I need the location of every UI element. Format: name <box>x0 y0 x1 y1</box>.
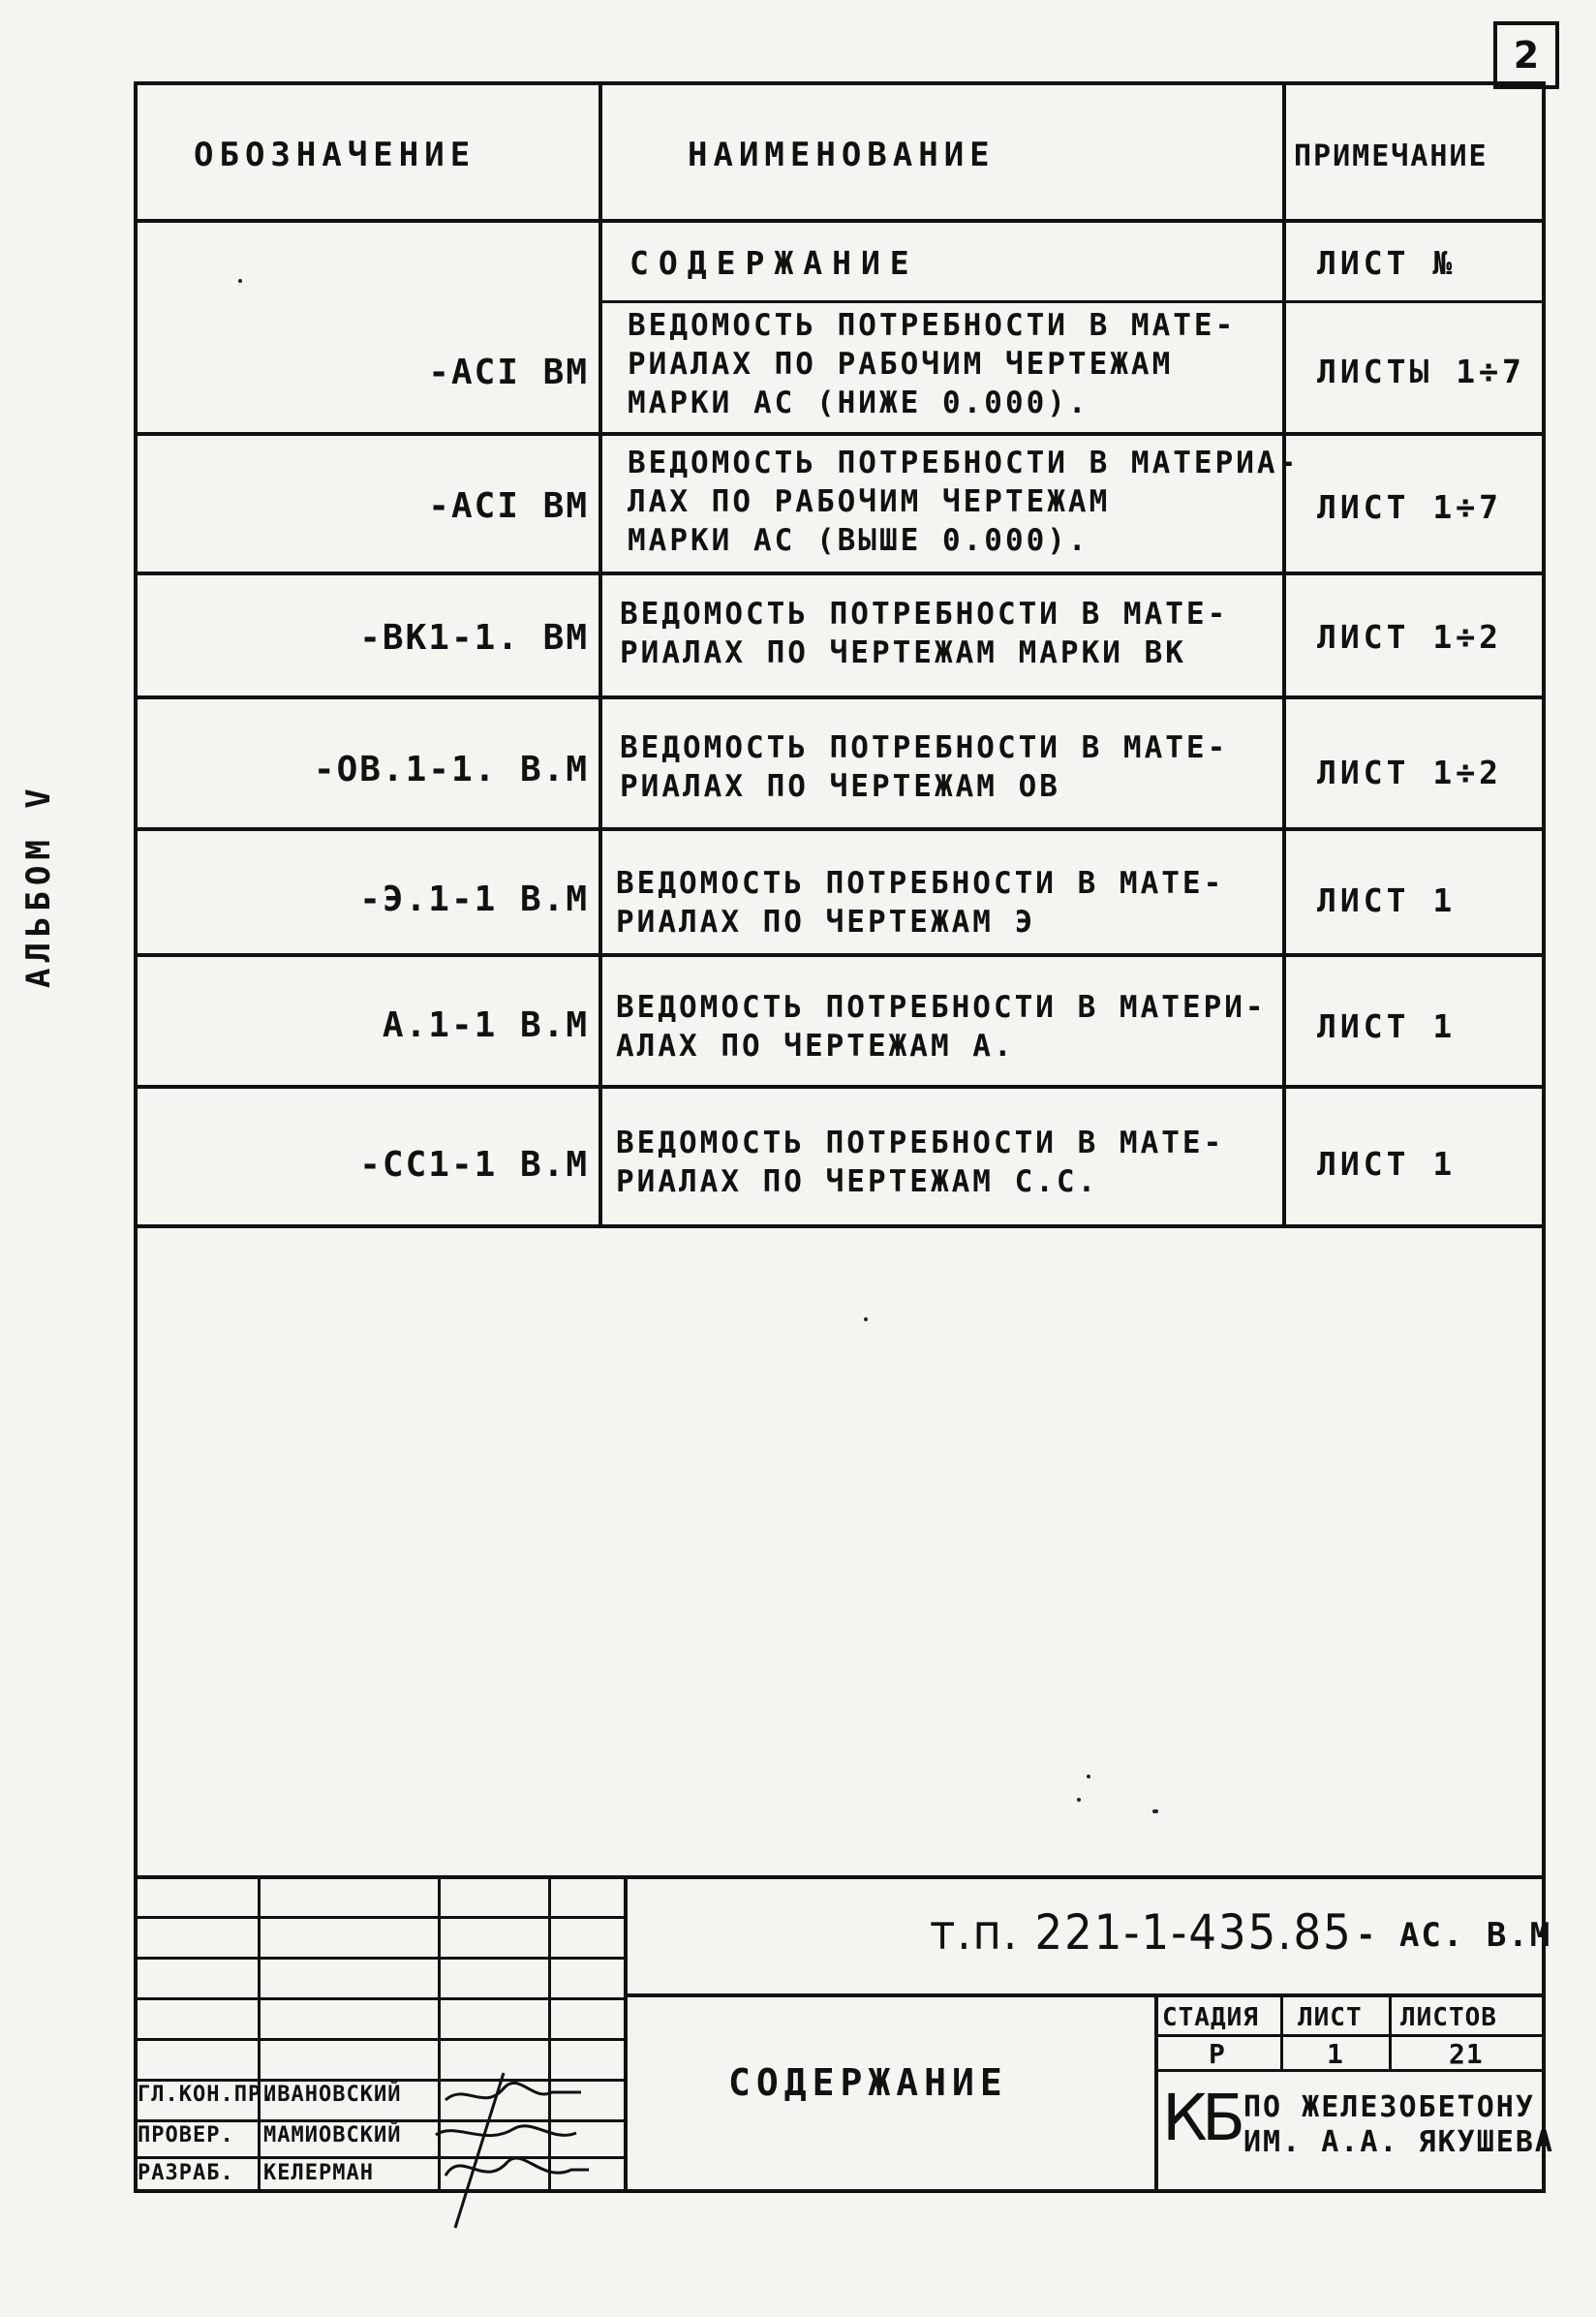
column-divider-2 <box>1282 85 1286 1224</box>
sig-col-1 <box>258 1875 261 2193</box>
row-6-desc: ВЕДОМОСТЬ ПОТРЕБНОСТИ В МАТЕРИ- АЛАХ ПО ЧЕРТЕЖАМ А. <box>616 990 1267 1064</box>
header-note: ПРИМЕЧАНИЕ <box>1294 139 1489 173</box>
stage-value: Р <box>1209 2038 1226 2070</box>
organization-name: ПО ЖЕЛЕЗОБЕТОНУ ИМ. А.А. ЯКУШЕВА <box>1243 2090 1554 2159</box>
header-line <box>134 219 1546 223</box>
row-3-desc: ВЕДОМОСТЬ ПОТРЕБНОСТИ В МАТЕ- РИАЛАХ ПО ЧЕРТЕЖАМ МАРКИ ВК <box>620 597 1229 670</box>
row-4-desc: ВЕДОМОСТЬ ПОТРЕБНОСТИ В МАТЕ- РИАЛАХ ПО ЧЕРТЕЖАМ ОВ <box>620 730 1229 804</box>
row-1-desc: ВЕДОМОСТЬ ПОТРЕБНОСТИ В МАТЕ- РИАЛАХ ПО РАБОЧИМ ЧЕРТЕЖАМ МАРКИ АС (НИЖЕ 0.000). <box>628 308 1237 420</box>
document-designation: т.п. 221-1-435.85 <box>930 1904 1353 1961</box>
scan-speck <box>1077 1798 1081 1802</box>
row-line-4 <box>134 827 1546 831</box>
sig-role-2: РАЗРАБ. <box>138 2161 234 2185</box>
row-1-note: ЛИСТЫ 1÷7 <box>1317 353 1525 390</box>
organization-logo: КБ <box>1162 2081 1241 2155</box>
document-mark: - АС. В.М <box>1356 1916 1552 1955</box>
row-line-0 <box>598 300 1546 303</box>
row-0-note: ЛИСТ № <box>1317 244 1457 282</box>
sig-row-3 <box>134 1997 624 2000</box>
sheet-value: 1 <box>1327 2038 1344 2070</box>
sheet-label: ЛИСТ <box>1298 2003 1363 2032</box>
row-2-note: ЛИСТ 1÷7 <box>1317 488 1502 526</box>
album-label: АЛЬБОМ V <box>19 783 58 988</box>
row-line-1 <box>134 432 1546 436</box>
row-7-note: ЛИСТ 1 <box>1317 1145 1457 1183</box>
title-block-top-line <box>134 1875 1546 1879</box>
scan-speck <box>1087 1775 1090 1778</box>
handwritten-signatures <box>426 2054 591 2238</box>
row-2-desc: ВЕДОМОСТЬ ПОТРЕБНОСТИ В МАТЕРИА- ЛАХ ПО РАБОЧИМ ЧЕРТЕЖАМ МАРКИ АС (ВЫШЕ 0.000). <box>628 446 1300 558</box>
sig-name-1: МАМИОВСКИЙ <box>263 2123 402 2147</box>
document-title: СОДЕРЖАНИЕ <box>728 2061 1008 2104</box>
row-7-code: -СС1-1 В.М <box>359 1145 589 1185</box>
stage-row-line-1 <box>1154 2034 1546 2037</box>
sig-name-2: КЕЛЕРМАН <box>263 2161 374 2185</box>
row-line-5 <box>134 953 1546 957</box>
row-line-2 <box>134 572 1546 575</box>
title-block-mid-line <box>624 1993 1546 1997</box>
stage-col-1 <box>1280 1993 1283 2071</box>
stage-label: СТАДИЯ <box>1162 2003 1259 2032</box>
row-6-code: А.1-1 В.М <box>382 1005 589 1045</box>
sig-row-4 <box>134 2038 624 2041</box>
row-4-code: -ОВ.1-1. В.М <box>313 750 589 789</box>
row-2-code: -АСI ВМ <box>428 486 589 526</box>
sheet-number: 2 <box>1513 34 1540 77</box>
row-3-note: ЛИСТ 1÷2 <box>1317 618 1502 656</box>
sheets-label: ЛИСТОВ <box>1400 2003 1497 2032</box>
row-line-3 <box>134 695 1546 699</box>
sig-row-1 <box>134 1916 624 1919</box>
row-0-desc: СОДЕРЖАНИЕ <box>629 244 919 282</box>
title-block-left-divider <box>624 1875 628 2193</box>
column-divider-1 <box>598 85 602 1224</box>
sig-name-0: ИВАНОВСКИЙ <box>263 2083 402 2107</box>
header-name: НАИМЕНОВАНИЕ <box>688 136 996 174</box>
sheets-value: 21 <box>1449 2038 1484 2070</box>
row-5-code: -Э.1-1 В.М <box>359 880 589 919</box>
sig-row-2 <box>134 1957 624 1960</box>
scan-speck <box>238 279 242 283</box>
header-designation: ОБОЗНАЧЕНИЕ <box>194 136 476 174</box>
row-7-desc: ВЕДОМОСТЬ ПОТРЕБНОСТИ В МАТЕ- РИАЛАХ ПО ЧЕРТЕЖАМ С.С. <box>616 1126 1225 1199</box>
row-5-desc: ВЕДОМОСТЬ ПОТРЕБНОСТИ В МАТЕ- РИАЛАХ ПО ЧЕРТЕЖАМ Э <box>616 866 1225 940</box>
row-6-note: ЛИСТ 1 <box>1317 1007 1457 1045</box>
row-3-code: -ВК1-1. ВМ <box>359 618 589 658</box>
sig-role-1: ПРОВЕР. <box>138 2123 234 2147</box>
title-block-right-divider <box>1154 1993 1158 2193</box>
row-1-code: -АСI ВМ <box>428 353 589 392</box>
scan-speck <box>864 1317 868 1321</box>
row-5-note: ЛИСТ 1 <box>1317 881 1457 919</box>
row-4-note: ЛИСТ 1÷2 <box>1317 754 1502 791</box>
table-bottom-line <box>134 1224 1546 1228</box>
sig-role-0: ГЛ.КОН.ПР. <box>138 2083 276 2107</box>
row-line-6 <box>134 1085 1546 1089</box>
sheet-number-box <box>1493 21 1559 89</box>
scan-speck <box>1152 1809 1158 1813</box>
stage-col-2 <box>1389 1993 1392 2071</box>
